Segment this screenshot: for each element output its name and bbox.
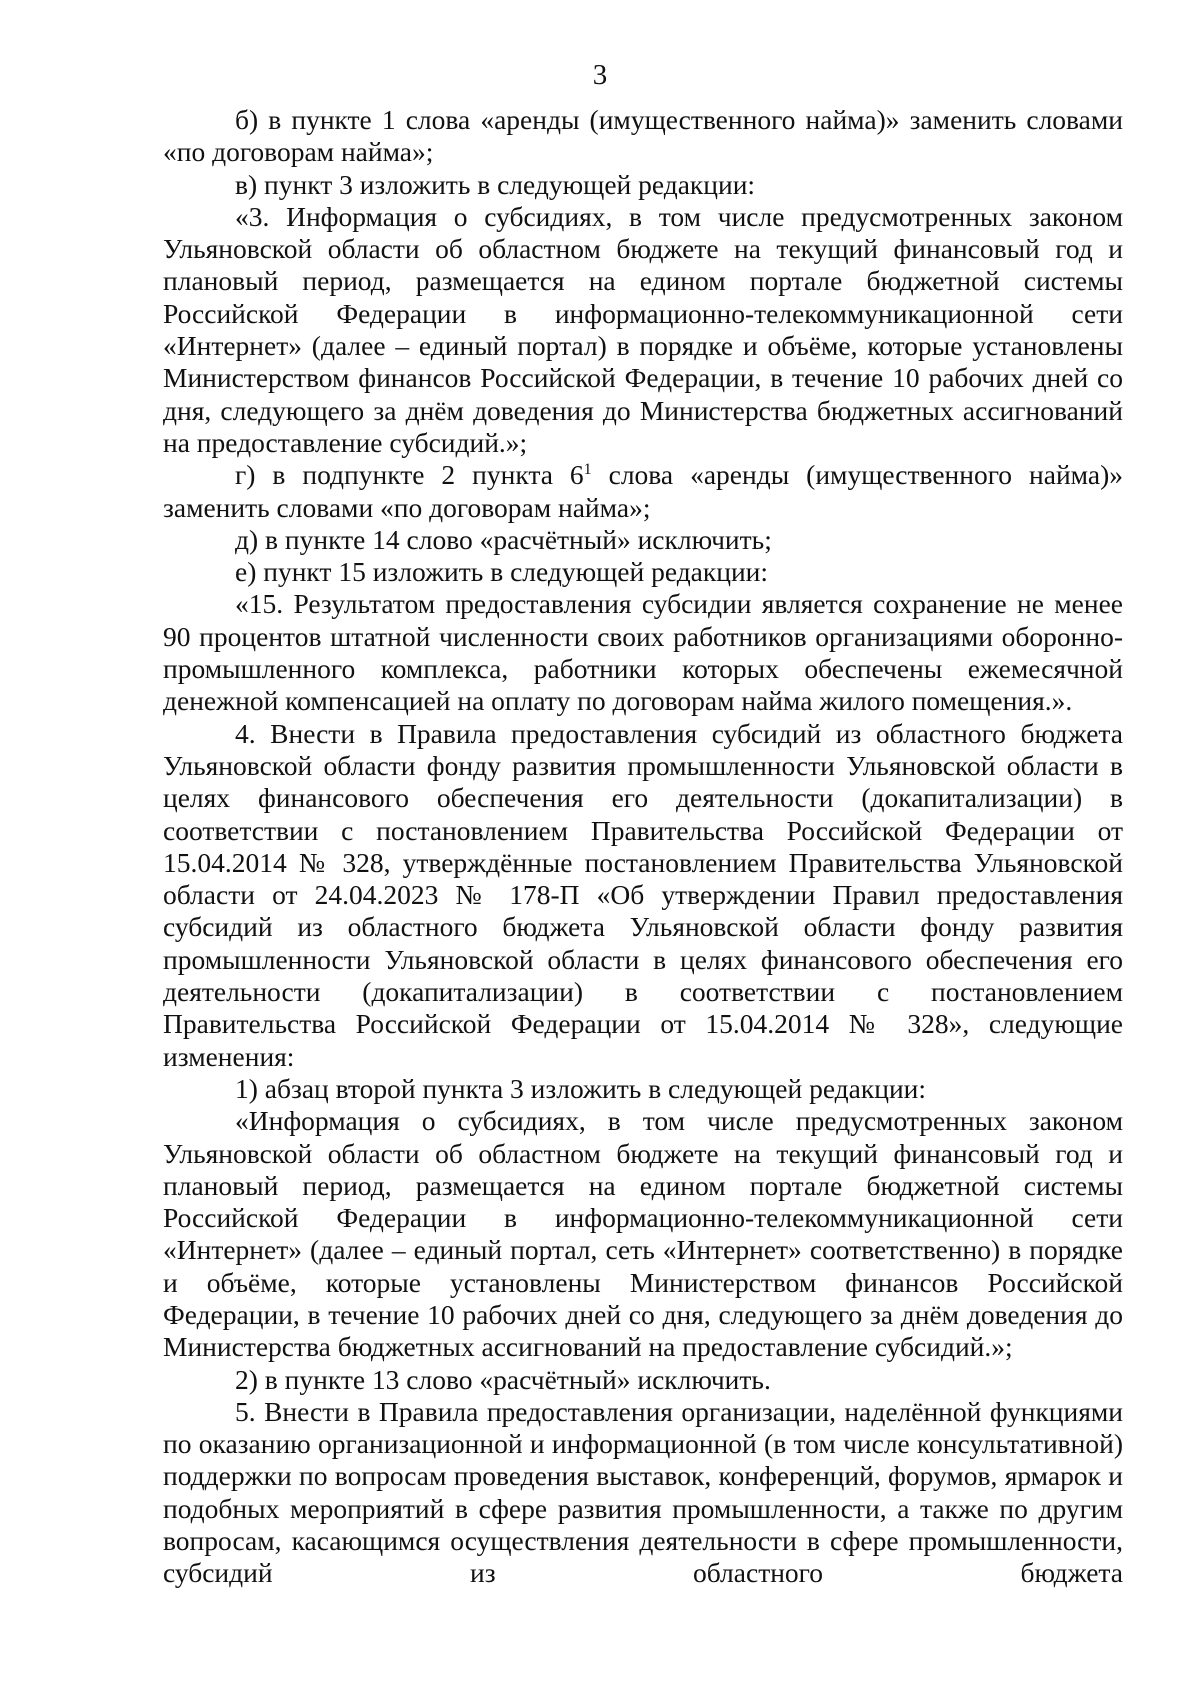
paragraph-g-start: г) в подпункте 2 пункта 6 [235,459,584,491]
paragraph-section-4: 4. Внести в Правила предоставления субсидий из областного бюджета Ульяновской области фонду развития промышленности Ульяновской области в целях финансового обеспечения его деятельности (докапитализации) в соответствии с постановлением Правительства Российской Федерации от 15.04.2014 № 328, утверждённые постановлением Правительства Ульяновской области от 24.04.2023 № 178-П «Об утверждении Правил предоставления субсидий из областного бюджета Ульяновской области фонду развития промышленности Ульяновской области в целях финансового обеспечения его деятельности (докапитализации) в соответствии с постановлением Правительства Российской Федерации от 15.04.2014 № 328», следующие изменения: [163,717,1123,1072]
paragraph-g-end: слова «аренды (имущественного найма)» заменить словами «по договорам найма»; [163,459,1124,523]
paragraph-item-15-text: «15. Результатом предоставления субсидии является сохранение не менее 90 процентов штатной численности своих работников организациями оборонно-промышленного комплекса, работники которых обеспечены ежемесячной денежной компенсацией на оплату по договорам найма жилого помещения.». [163,588,1123,717]
paragraph-v: в) пункт 3 изложить в следующей редакции: [235,168,756,200]
paragraph-g [163,459,1123,524]
paragraph-section-5: 5. Внести в Правила предоставления организации, наделённой функциями по оказанию организационной и информационной (в том числе консультативной) поддержки по вопросам проведения выставок, конференций, форумов, ярмарок и подобных мероприятий в сфере развития промышленности, а также по другим вопросам, касающимся осуществления деятельности в сфере промышленности, субсидий из областного бюджета [163,1395,1123,1589]
page-number: 3 [592,59,608,91]
superscript-number: 1 [583,461,592,479]
paragraph-item-3-text: «3. Информация о субсидиях, в том числе предусмотренных законом Ульяновской области об областном бюджете на текущий финансовый год и плановый период, размещается на едином портале бюджетной системы Российской Федерации в информационно-телекоммуникационной сети «Интернет» (далее – единый портал) в порядке и объёме, которые установлены Министерством финансов Российской Федерации, в течение 10 рабочих дней со дня, следующего за днём доведения до Министерства бюджетных ассигнований на предоставление субсидий.»; [163,200,1123,458]
paragraph-section-4-quote: «Информация о субсидиях, в том числе предусмотренных законом Ульяновской области об областном бюджете на текущий финансовый год и плановый период, размещается на едином портале бюджетной системы Российской Федерации в информационно-телекоммуникационной сети «Интернет» (далее – единый портал, сеть «Интернет» соответственно) в порядке и объёме, которые установлены Министерством финансов Российской Федерации, в течение 10 рабочих дней со дня, следующего за днём доведения до Министерства бюджетных ассигнований на предоставление субсидий.»; [163,1105,1123,1363]
paragraph-e: е) пункт 15 изложить в следующей редакции: [235,556,769,588]
paragraph-section-4-item-1: 1) абзац второй пункта 3 изложить в следующей редакции: [235,1072,927,1104]
paragraph-d: д) в пункте 14 слово «расчётный» исключить; [235,523,772,555]
paragraph-section-4-item-2: 2) в пункте 13 слово «расчётный» исключить. [235,1363,771,1395]
paragraph-b: б) в пункте 1 слова «аренды (имущественного найма)» заменить словами «по договорам найма»; [163,104,1123,168]
document-body [163,104,1123,1590]
